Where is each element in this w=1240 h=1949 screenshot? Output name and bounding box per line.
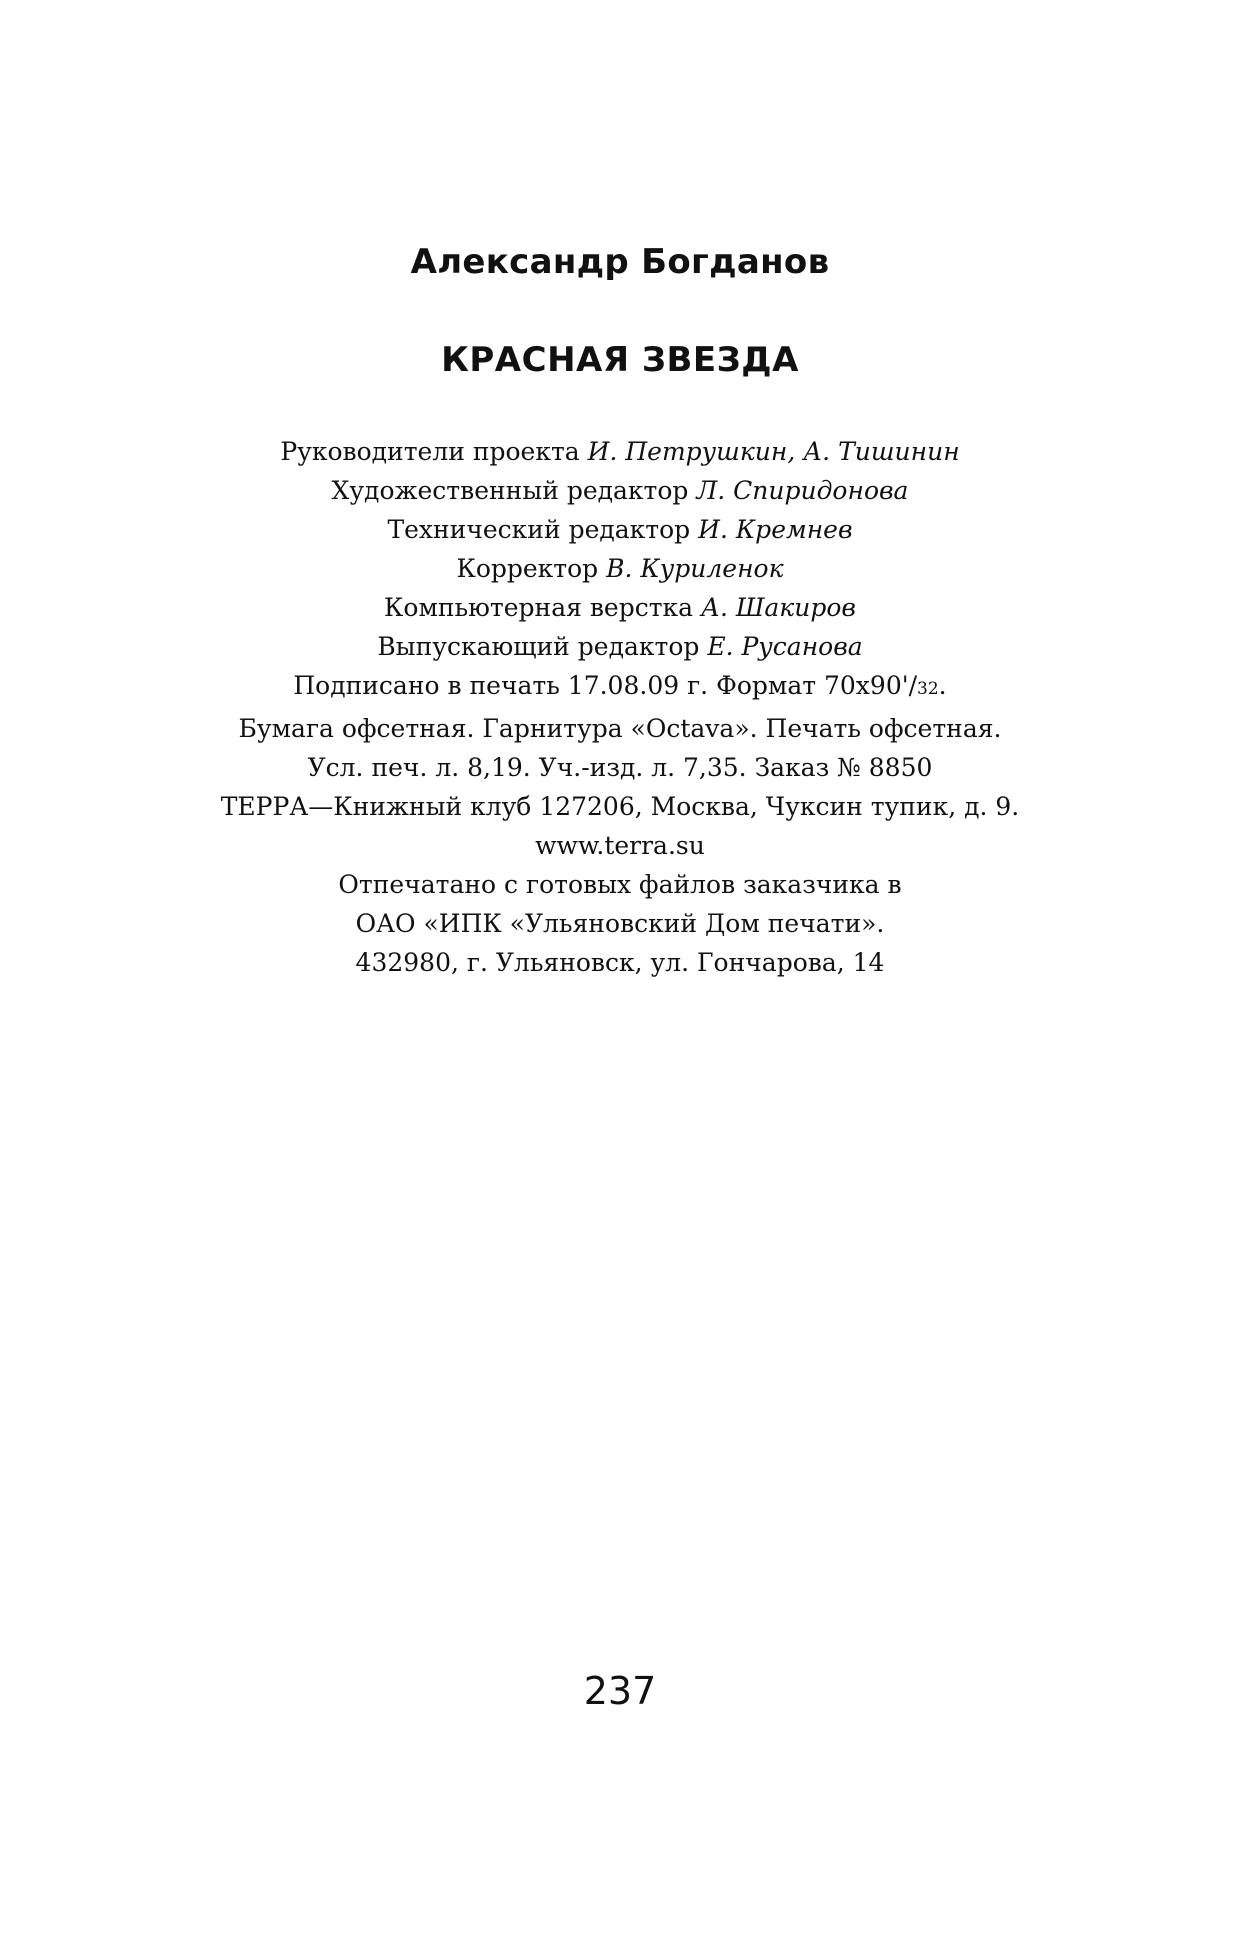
credit-line bbox=[0, 549, 1240, 588]
printer-name-line: ОАО «ИПК «Ульяновский Дом печати». bbox=[355, 909, 885, 938]
signed-text: Подписано в печать 17.08.09 г. Формат 70x90'/ bbox=[293, 671, 918, 700]
credit-line bbox=[0, 510, 1240, 549]
format-denominator: 32 bbox=[917, 679, 939, 699]
format-end: . bbox=[938, 671, 947, 700]
website-text: www.terra.su bbox=[535, 831, 705, 860]
credit-role: Компьютерная верстка bbox=[384, 593, 694, 622]
printer-address-line: 432980, г. Ульяновск, ул. Гончарова, 14 bbox=[355, 948, 885, 977]
credit-name: И. Петрушкин, А. Тишинин bbox=[587, 437, 960, 466]
credit-name: И. Кремнев bbox=[698, 515, 853, 544]
credit-name: В. Куриленок bbox=[606, 554, 784, 583]
printer-line: Отпечатано с готовых файлов заказчика в bbox=[338, 870, 902, 899]
publisher-address-line: ТЕРРА—Книжный клуб 127206, Москва, Чуксин тупик, д. 9. bbox=[220, 792, 1020, 821]
credit-line bbox=[0, 432, 1240, 471]
author-name: Александр Богданов bbox=[410, 242, 830, 282]
credit-name: Е. Русанова bbox=[707, 632, 863, 661]
credit-role: Технический редактор bbox=[387, 515, 691, 544]
credit-name: А. Шакиров bbox=[701, 593, 856, 622]
credit-name: Л. Спиридонова bbox=[696, 476, 909, 505]
credit-line bbox=[0, 588, 1240, 627]
credit-role: Художественный редактор bbox=[331, 476, 689, 505]
credit-role: Руководители проекта bbox=[280, 437, 580, 466]
page-number: 237 bbox=[583, 1669, 657, 1713]
sheets-order-line: Усл. печ. л. 8,19. Уч.-изд. л. 7,35. Заказ № 8850 bbox=[307, 753, 933, 782]
paper-line: Бумага офсетная. Гарнитура «Octava». Печать офсетная. bbox=[238, 714, 1002, 743]
credit-role: Корректор bbox=[456, 554, 599, 583]
signed-format-line bbox=[0, 666, 1240, 709]
credit-line bbox=[0, 627, 1240, 666]
imprint-block bbox=[0, 432, 1240, 982]
credit-role: Выпускающий редактор bbox=[377, 632, 700, 661]
book-title: КРАСНАЯ ЗВЕЗДА bbox=[441, 340, 799, 380]
credit-line bbox=[0, 471, 1240, 510]
